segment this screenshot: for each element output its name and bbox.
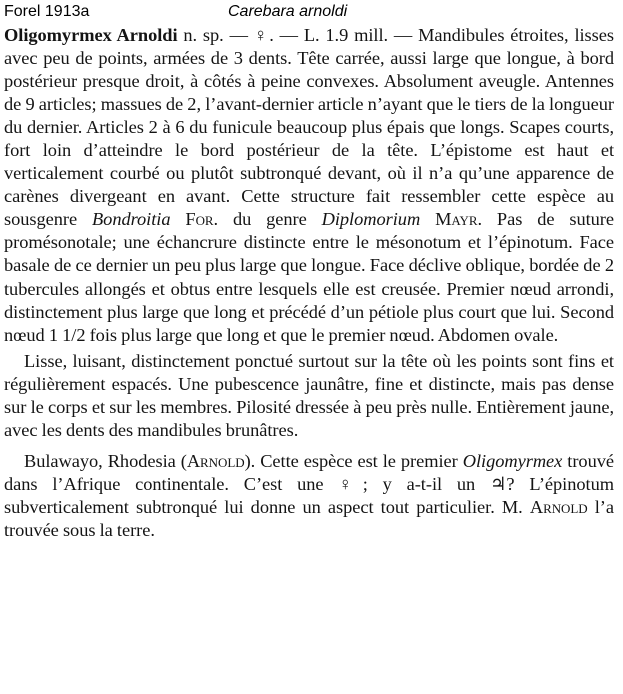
collector-name: Arnold — [186, 450, 245, 471]
author-mayr: Mayr. — [435, 209, 483, 230]
species-name: Oligomyrmex Arnoldi — [4, 25, 178, 45]
genus-oligomyrmex: Oligomyrmex — [462, 450, 563, 471]
page-header — [4, 2, 619, 22]
source-citation: Forel 1913a — [4, 3, 90, 20]
genus-bondroitia: Bondroitia — [91, 209, 171, 230]
locality-text-b: ). Cette espèce est le premier — [244, 450, 463, 471]
taxon-name: Carebara arnoldi — [228, 3, 348, 20]
description-intro: n. sp. — ♀. — L. 1.9 mill. — Mandibules étroites, lisses avec peu de points, armées de 3 dents. Tête carrée, aussi large que longue, à bord postérieur presque droit, à côtés à peine convexes. Absolument aveugle. Antennes de 9 articles; massues de 2, l’avant-dernier article n’ayant que le tiers de la longueur du dernier. Articles 2 à 6 du funicule beaucoup plus épais que longs. Scapes courts, fort loin d’atteindre le bord postérieur de la tête. L’épistome est haut et verticalement courbé ou plutôt subtronqué devant, où il n’a qu’une apparence de carènes divergeant en avant. Cette structure fait ressembler cette espèce au sousgenre — [4, 25, 614, 230]
collector-name-2: Arnold — [529, 496, 588, 517]
description-paragraph — [4, 24, 614, 347]
genus-diplomorium: Diplomorium — [321, 209, 421, 230]
description-rest: Pas de suture promésonotale; une échancrure distincte entre le mésonotum et l’épinotum. Face basale de ce dernier un peu plus large que longue. Face déclive oblique, bordée de 2 tubercules allongés et obtus entre lesquels elle est creusée. Premier nœud arrondi, distinctement plus large que long et précédé d’un pétiole plus court que lui. Second nœud 1 1/2 fois plus large que long et que le premier nœud. Abdomen ovale. — [4, 209, 614, 345]
sculpture-paragraph: Lisse, luisant, distinctement ponctué surtout sur la tête où les points sont fins et régulièrement espacés. Une pubescence jaunâtre, fine et distincte, mais pas dense sur le corps et sur les membres. Pilosité dressée à peu près nulle. Entièrement jaune, avec les dents des mandibules brunâtres. — [4, 350, 614, 440]
document-body — [4, 24, 614, 542]
description-mid: du genre — [218, 209, 322, 230]
locality-paragraph — [4, 450, 614, 542]
locality-text-d: l’a trouvée sous la terre. — [4, 496, 614, 540]
locality-text-c: trouvé dans l’Afrique continentale. C’est une ♀; y a-t-il un ♃? L’épinotum subverticalement subtronqué lui donne un aspect tout particulier. M. — [4, 450, 614, 517]
locality-text-a: Bulawayo, Rhodesia ( — [24, 450, 187, 471]
author-forel: For. — [185, 209, 219, 230]
